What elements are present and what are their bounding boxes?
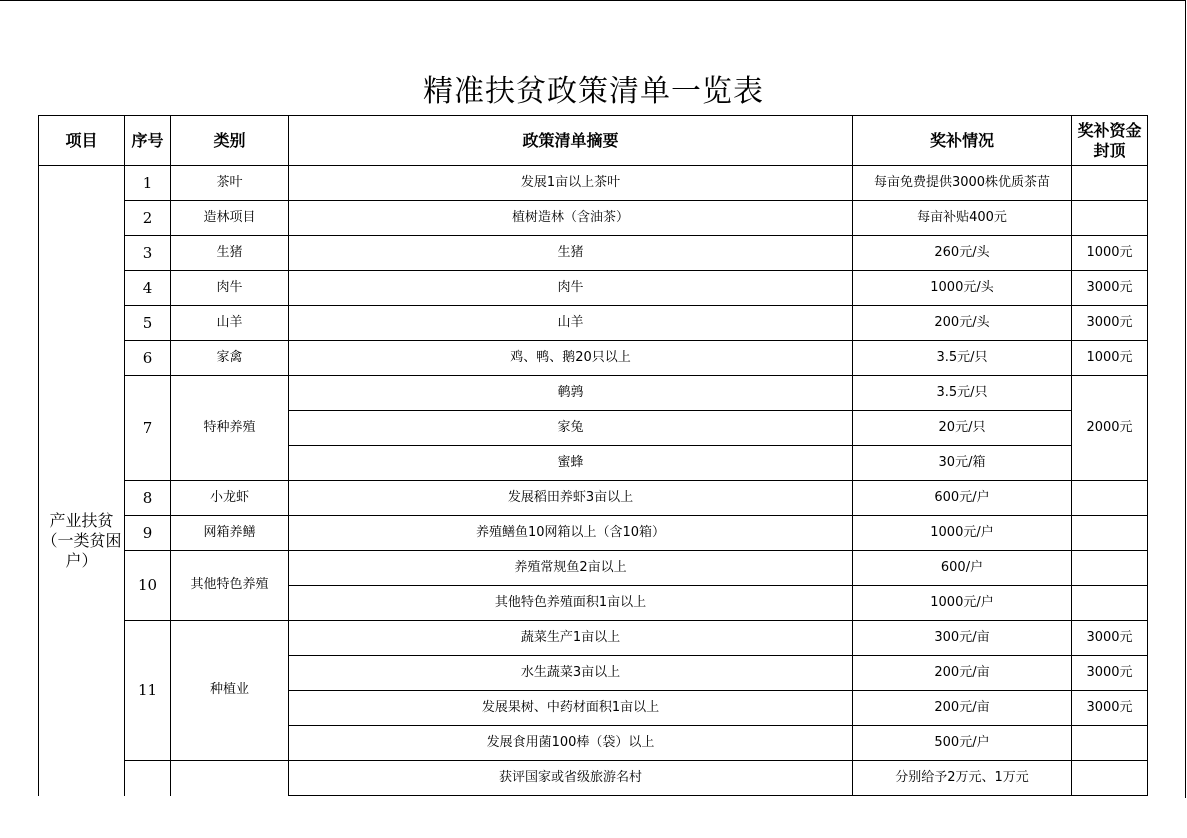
header-serial: 序号 bbox=[125, 116, 171, 166]
category-cell: 茶叶 bbox=[171, 166, 289, 201]
subsidy-cell: 200元/头 bbox=[853, 306, 1072, 341]
serial-cell: 8 bbox=[125, 481, 171, 516]
summary-cell: 家兔 bbox=[289, 411, 853, 446]
table-row bbox=[39, 376, 1148, 411]
table-row bbox=[39, 516, 1148, 551]
summary-cell: 蜜蜂 bbox=[289, 446, 853, 481]
subsidy-cell: 3.5元/只 bbox=[853, 376, 1072, 411]
category-cell: 特种养殖 bbox=[171, 376, 289, 481]
cap-cell bbox=[1072, 516, 1148, 551]
serial-cell: 4 bbox=[125, 271, 171, 306]
table-row bbox=[39, 201, 1148, 236]
serial-cell: 10 bbox=[125, 551, 171, 621]
category-cell: 家禽 bbox=[171, 341, 289, 376]
summary-cell: 水生蔬菜3亩以上 bbox=[289, 656, 853, 691]
summary-cell: 植树造林（含油茶） bbox=[289, 201, 853, 236]
cap-cell bbox=[1072, 551, 1148, 586]
header-cap: 奖补资金封顶 bbox=[1072, 116, 1148, 166]
cap-cell bbox=[1072, 586, 1148, 621]
serial-cell: 3 bbox=[125, 236, 171, 271]
subsidy-cell: 1000元/头 bbox=[853, 271, 1072, 306]
subsidy-cell: 每亩免费提供3000株优质茶苗 bbox=[853, 166, 1072, 201]
header-project: 项目 bbox=[39, 116, 125, 166]
category-cell: 肉牛 bbox=[171, 271, 289, 306]
category-cell: 生猪 bbox=[171, 236, 289, 271]
subsidy-cell: 每亩补贴400元 bbox=[853, 201, 1072, 236]
subsidy-cell: 1000元/户 bbox=[853, 516, 1072, 551]
cap-cell: 1000元 bbox=[1072, 236, 1148, 271]
summary-cell: 其他特色养殖面积1亩以上 bbox=[289, 586, 853, 621]
cap-cell: 3000元 bbox=[1072, 621, 1148, 656]
category-cell: 造林项目 bbox=[171, 201, 289, 236]
serial-cell: 2 bbox=[125, 201, 171, 236]
table-row bbox=[39, 166, 1148, 201]
table-row bbox=[39, 551, 1148, 586]
page-cutoff bbox=[0, 798, 1187, 838]
summary-cell: 鸡、鸭、鹅20只以上 bbox=[289, 341, 853, 376]
subsidy-cell: 30元/箱 bbox=[853, 446, 1072, 481]
category-cell: 小龙虾 bbox=[171, 481, 289, 516]
cap-cell: 3000元 bbox=[1072, 271, 1148, 306]
category-cell bbox=[171, 761, 289, 796]
table-row bbox=[39, 341, 1148, 376]
serial-cell: 6 bbox=[125, 341, 171, 376]
subsidy-cell: 分别给予2万元、1万元 bbox=[853, 761, 1072, 796]
summary-cell: 蔬菜生产1亩以上 bbox=[289, 621, 853, 656]
cap-cell: 3000元 bbox=[1072, 656, 1148, 691]
table-row bbox=[39, 271, 1148, 306]
category-cell: 种植业 bbox=[171, 621, 289, 761]
summary-cell: 鹌鹑 bbox=[289, 376, 853, 411]
summary-cell: 养殖常规鱼2亩以上 bbox=[289, 551, 853, 586]
serial-cell: 7 bbox=[125, 376, 171, 481]
subsidy-cell: 20元/只 bbox=[853, 411, 1072, 446]
header-subsidy: 奖补情况 bbox=[853, 116, 1072, 166]
subsidy-cell: 600元/户 bbox=[853, 481, 1072, 516]
header-category: 类别 bbox=[171, 116, 289, 166]
cap-cell: 2000元 bbox=[1072, 376, 1148, 481]
subsidy-cell: 260元/头 bbox=[853, 236, 1072, 271]
subsidy-cell: 500元/户 bbox=[853, 726, 1072, 761]
serial-cell bbox=[125, 761, 171, 796]
summary-cell: 山羊 bbox=[289, 306, 853, 341]
category-cell: 网箱养鳝 bbox=[171, 516, 289, 551]
table-row bbox=[39, 761, 1148, 796]
cap-cell bbox=[1072, 166, 1148, 201]
serial-cell: 11 bbox=[125, 621, 171, 761]
cap-cell bbox=[1072, 201, 1148, 236]
summary-cell: 养殖鳝鱼10网箱以上（含10箱） bbox=[289, 516, 853, 551]
category-cell: 山羊 bbox=[171, 306, 289, 341]
summary-cell: 发展稻田养虾3亩以上 bbox=[289, 481, 853, 516]
header-row bbox=[39, 116, 1148, 166]
subsidy-cell: 200元/亩 bbox=[853, 656, 1072, 691]
summary-cell: 获评国家或省级旅游名村 bbox=[289, 761, 853, 796]
subsidy-cell: 3.5元/只 bbox=[853, 341, 1072, 376]
subsidy-cell: 300元/亩 bbox=[853, 621, 1072, 656]
subsidy-cell: 1000元/户 bbox=[853, 586, 1072, 621]
summary-cell: 发展1亩以上茶叶 bbox=[289, 166, 853, 201]
table-row bbox=[39, 481, 1148, 516]
subsidy-cell: 200元/亩 bbox=[853, 691, 1072, 726]
header-summary: 政策清单摘要 bbox=[289, 116, 853, 166]
policy-table bbox=[38, 115, 1148, 796]
summary-cell: 发展果树、中药材面积1亩以上 bbox=[289, 691, 853, 726]
table-row bbox=[39, 306, 1148, 341]
page-title: 精准扶贫政策清单一览表 bbox=[423, 74, 764, 109]
cap-cell bbox=[1072, 726, 1148, 761]
project-cell bbox=[39, 166, 125, 796]
serial-cell: 1 bbox=[125, 166, 171, 201]
cap-cell: 3000元 bbox=[1072, 691, 1148, 726]
project-name: 产业扶贫（一类贫困户） bbox=[41, 510, 122, 570]
summary-cell: 肉牛 bbox=[289, 271, 853, 306]
table-row bbox=[39, 236, 1148, 271]
subsidy-cell: 600/户 bbox=[853, 551, 1072, 586]
cap-cell bbox=[1072, 761, 1148, 796]
cap-cell bbox=[1072, 481, 1148, 516]
serial-cell: 9 bbox=[125, 516, 171, 551]
cap-cell: 1000元 bbox=[1072, 341, 1148, 376]
category-cell: 其他特色养殖 bbox=[171, 551, 289, 621]
summary-cell: 发展食用菌100棒（袋）以上 bbox=[289, 726, 853, 761]
cap-cell: 3000元 bbox=[1072, 306, 1148, 341]
summary-cell: 生猪 bbox=[289, 236, 853, 271]
table-row bbox=[39, 621, 1148, 656]
serial-cell: 5 bbox=[125, 306, 171, 341]
